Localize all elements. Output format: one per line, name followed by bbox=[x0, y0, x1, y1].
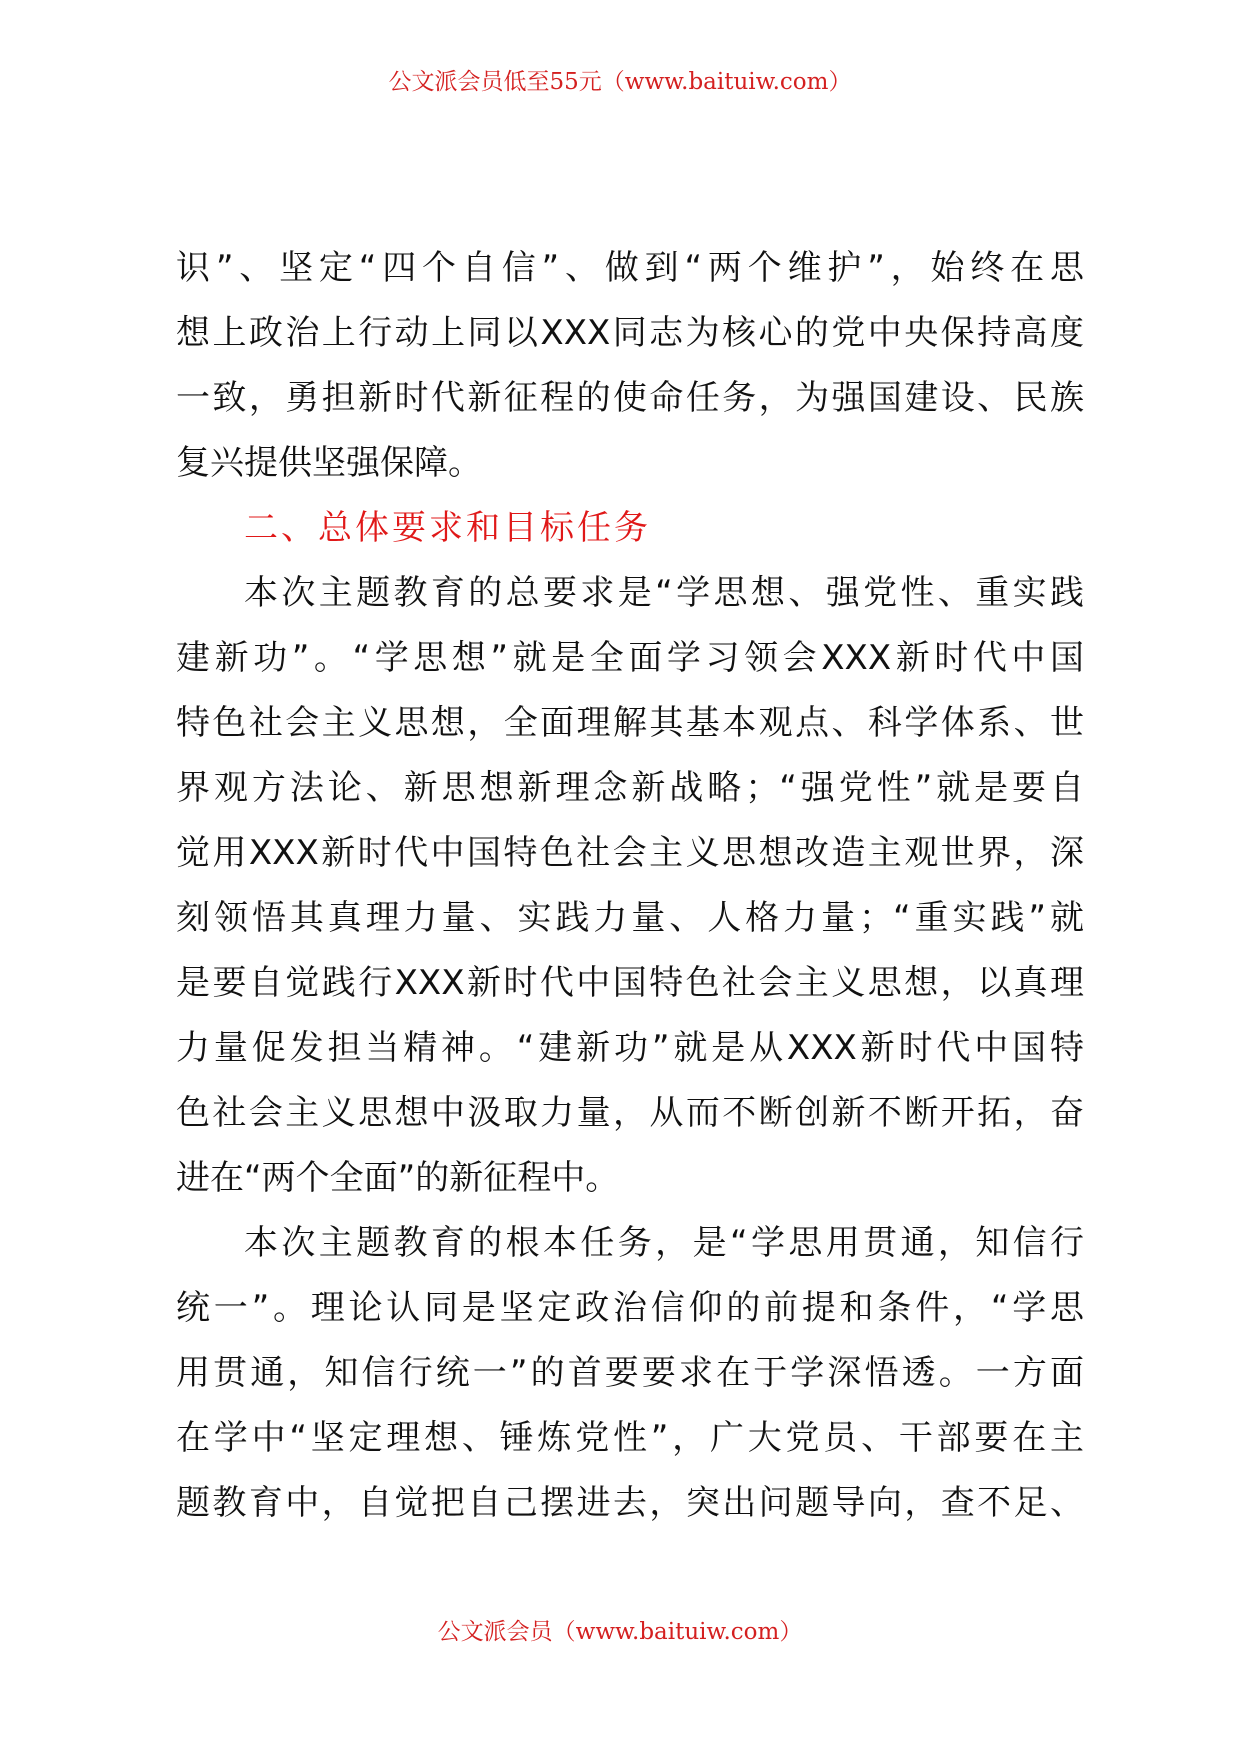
text-line: 想上政治上行动上同以XXX同志为核心的党中央保持高度 bbox=[176, 313, 1084, 353]
text-line: 统一”。理论认同是坚定政治信仰的前提和条件，“学思 bbox=[176, 1288, 1084, 1328]
text-line: 建新功”。“学思想”就是全面学习领会XXX新时代中国 bbox=[176, 638, 1084, 678]
text-line: 在学中“坚定理想、锤炼党性”，广大党员、干部要在主 bbox=[176, 1418, 1084, 1458]
text-line: 识”、坚定“四个自信”、做到“两个维护”，始终在思 bbox=[176, 248, 1084, 288]
text-line: 界观方法论、新思想新理念新战略；“强党性”就是要自 bbox=[176, 768, 1084, 808]
text-line: 刻领悟其真理力量、实践力量、人格力量；“重实践”就 bbox=[176, 898, 1084, 938]
section-heading: 二、总体要求和目标任务 bbox=[244, 508, 651, 548]
footer-watermark-text: 公文派会员（www.baituiw.com） bbox=[437, 1619, 803, 1645]
text-line: 特色社会主义思想，全面理解其基本观点、科学体系、世 bbox=[176, 703, 1084, 743]
text-line: 是要自觉践行XXX新时代中国特色社会主义思想，以真理 bbox=[176, 963, 1084, 1003]
text-line: 一致，勇担新时代新征程的使命任务，为强国建设、民族 bbox=[176, 378, 1084, 418]
text-line: 用贯通，知信行统一”的首要要求在于学深悟透。一方面 bbox=[176, 1353, 1084, 1393]
text-line: 力量促发担当精神。“建新功”就是从XXX新时代中国特 bbox=[176, 1028, 1084, 1068]
header-watermark-text: 公文派会员低至55元（www.baituiw.com） bbox=[388, 69, 852, 95]
text-line: 题教育中，自觉把自己摆进去，突出问题导向，查不足、 bbox=[176, 1483, 1084, 1523]
text-line: 色社会主义思想中汲取力量，从而不断创新不断开拓，奋 bbox=[176, 1093, 1084, 1133]
text-line: 本次主题教育的根本任务，是“学思用贯通，知信行 bbox=[244, 1223, 1084, 1263]
text-line: 本次主题教育的总要求是“学思想、强党性、重实践 bbox=[244, 573, 1084, 613]
document-body bbox=[176, 236, 1084, 1536]
text-line: 进在“两个全面”的新征程中。 bbox=[176, 1158, 620, 1198]
text-line: 觉用XXX新时代中国特色社会主义思想改造主观世界，深 bbox=[176, 833, 1084, 873]
text-line: 复兴提供坚强保障。 bbox=[176, 443, 482, 483]
